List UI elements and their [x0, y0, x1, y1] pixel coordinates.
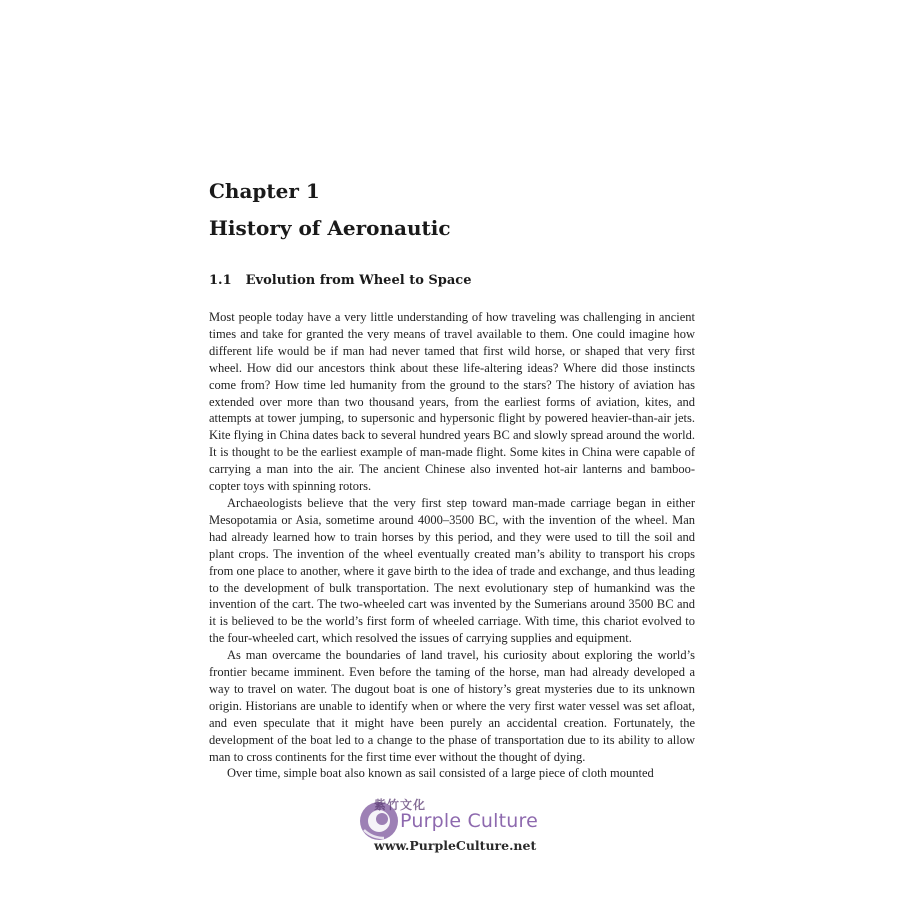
- paragraph-4: Over time, simple boat also known as sail consisted of a large piece of cloth mounted: [227, 766, 654, 781]
- chapter-label: Chapter 1: [209, 179, 320, 203]
- watermark-url: www.PurpleCulture.net: [374, 838, 537, 853]
- paragraph-3: As man overcame the boundaries of land travel, his curiosity about exploring the world’s frontier became imminent. Even before the taming of the horse, man had already developed a way to travel on water. The dugout boat is one of history’s great mysteries due to its unknown origin. Historians are unable to identify when or where the very first water vessel was set afloat, and even speculate that it might have been purely an accidental creation. Fortunately, the development of the boat led to a change to the phase of transportation due to its ability to allow man to cross continents for the first time ever without the thought of dying.: [209, 648, 695, 764]
- watermark-chinese: 紫竹文化: [374, 798, 427, 812]
- watermark: [358, 796, 558, 856]
- section-title: Evolution from Wheel to Space: [245, 273, 472, 288]
- section-number: 1.1: [209, 273, 232, 288]
- chapter-title: History of Aeronautic: [209, 216, 451, 240]
- watermark-brand: Purple Culture: [400, 810, 539, 832]
- body-text: [209, 309, 695, 782]
- paragraph-2: Archaeologists believe that the very first step toward man-made carriage began in either Mesopotamia or Asia, sometime around 4000–3500 BC, with the invention of the wheel. Man had already learned how to train horses by this period, and they were used to till the soil and plant crops. The invention of the wheel eventually created man’s ability to transport his crops from one place to another, where it gave birth to the idea of trade and exchange, and thus leading to the development of bulk transportation. The next evolutionary step of humankind was the invention of the cart. The two-wheeled cart was invented by the Sumerians around 3500 BC and it is believed to be the world’s first form of wheeled carriage. With time, this chariot evolved to the four-wheeled cart, which resolved the issues of carrying supplies and equipment.: [209, 495, 695, 646]
- paragraph-1: Most people today have a very little understanding of how traveling was challenging in ancient times and take for granted the very means of travel available to them. One could imagine how different life would be if man had never tamed that first wild horse, or shaped that very first wheel. How did our ancestors think about these life-altering ideas? Where did those instincts come from? How time led humanity from the ground to the stars? The history of aviation has extended over more than two thousand years, from the earliest forms of aviation, kites, and attempts at tower jumping, to supersonic and hypersonic flight by powered heavier-than-air jets. Kite flying in China dates back to several hundred years BC and slowly spread around the world. It is thought to be the earliest example of man-made flight. Some kites in China were capable of carrying a man into the air. The ancient Chinese also invented hot-air lanterns and bamboo-copter toys with spinning rotors.: [209, 310, 695, 494]
- section-heading: [209, 272, 471, 290]
